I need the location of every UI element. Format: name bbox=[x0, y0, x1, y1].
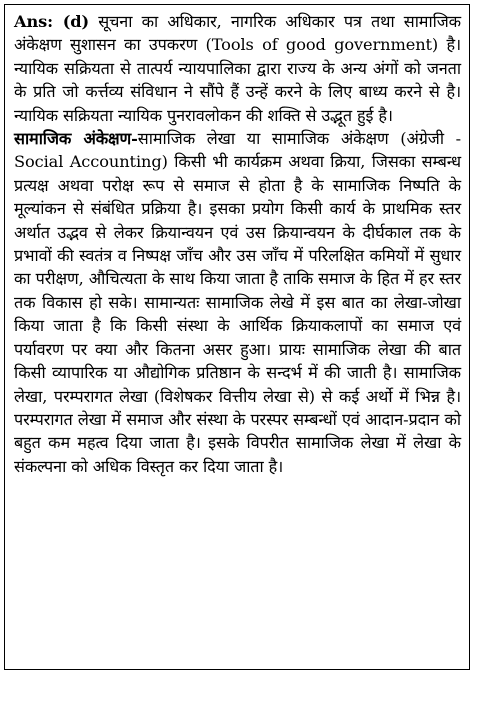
answer-text: सूचना का अधिकार, नागरिक अधिकार पत्र तथा सामाजिक अंकेक्षण सुशासन का उपकरण (Tools of good government) है। न्यायिक सक्रियता से तात्पर्य न्यायपालिका द्वारा राज्य के अन्य अंगों को जनता के प्रति जो कर्त्तव्य संविधान ने सौंपे हैं उन्हें करने के लिए बाध्य करने से है। न्यायिक सक्रियता न्यायिक पुनरावलोकन की शक्ति से उद्भूत हुई है। bbox=[14, 12, 462, 125]
definition-term: सामाजिक अंकेक्षण- bbox=[14, 129, 138, 149]
definition-text: सामाजिक लेखा या सामाजिक अंकेक्षण (अंग्रेजी - Social Accounting) किसी भी कार्यक्रम अथवा क्रिया, जिसका सम्बन्ध प्रत्यक्ष अथवा परोक्ष रूप से समाज से होता है के सामाजिक निष्पति के मूल्यांकन से संबंधित प्रक्रिया है। इसका प्रयोग किसी कार्य के प्राथमिक स्तर अर्थात उद्भव से लेकर क्रियान्वयन एवं उस क्रियान्वयन के दीर्घकाल तक के प्रभावों की स्वतंत्र व निष्पक्ष जाँच और उस जाँच में परिलक्षित कमियों में सुधार का परीक्षण, औचित्यता के साथ किया जाता है ताकि समाज के हित में हर स्तर तक विकास हो सके। सामान्यतः सामाजिक लेखे में इस बात का लेखा-जोखा किया जाता है कि किसी संस्था के आर्थिक क्रियाकलापों का समाज एवं पर्यावरण पर क्या और कितना असर हुआ। प्रायः सामाजिक लेखा की बात किसी व्यापारिक या औद्योगिक प्रतिष्ठान के सन्दर्भ में की जाती है। सामाजिक लेखा, परम्परागत लेखा (विशेषकर वित्तीय लेखा से) से कई अर्थो में भिन्न है। परम्परागत लेखा में समाज और संस्था के परस्पर सम्बन्धों एवं आदान-प्रदान को बहुत कम महत्व दिया जाता है। इसके विपरीत सामाजिक लेखा में लेखा के संकल्पना को अधिक विस्तृत कर दिया जाता है। bbox=[14, 129, 462, 476]
answer-paragraph bbox=[14, 10, 461, 127]
answer-label: Ans: (d) bbox=[14, 12, 90, 31]
answer-box bbox=[4, 4, 470, 670]
definition-paragraph bbox=[14, 127, 461, 478]
